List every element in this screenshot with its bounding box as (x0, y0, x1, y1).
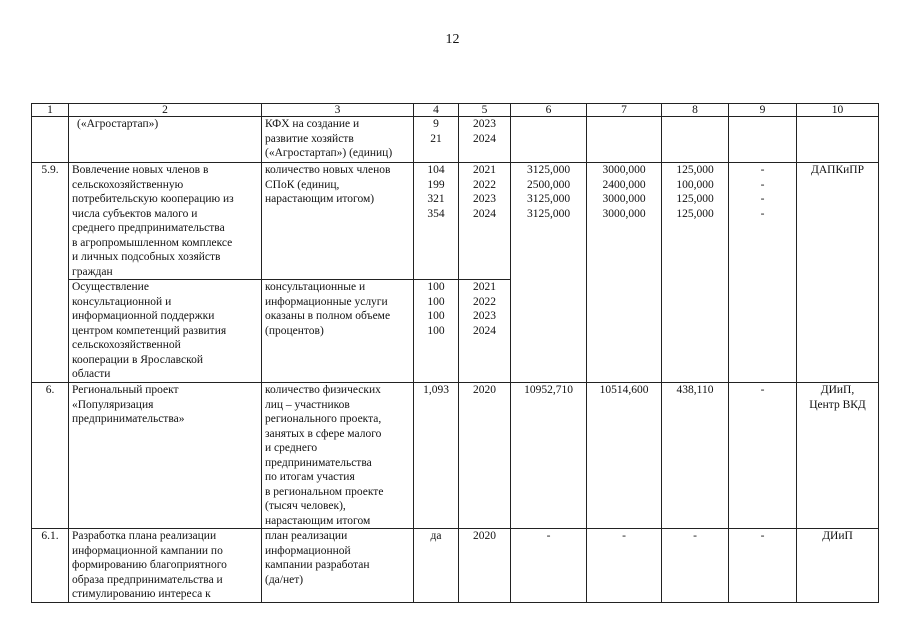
table-row (32, 529, 879, 603)
header-col-7: 7 (587, 104, 662, 117)
cell-fed: - (587, 529, 662, 603)
cell-event: Осуществление консультационной и информационной поддержки центром компетенций развития сельскохозяйственной кооперации в Ярославской области (69, 280, 262, 383)
cell-number (32, 117, 69, 163)
cell-fed: 3000,000 2400,000 3000,000 3000,000 (587, 163, 662, 383)
cell-indicator: консультационные и информационные услуги оказаны в полном объеме (процентов) (262, 280, 414, 383)
cell-indicator: количество физических лиц – участников регионального проекта, занятых в сфере малого и среднего предпринимательства по итогам участия в региональном проекте (тысяч человек), нарастающим итогом (262, 383, 414, 529)
cell-reg (662, 117, 729, 163)
cell-other: - (729, 529, 797, 603)
cell-other (729, 117, 797, 163)
header-row (32, 104, 879, 117)
cell-event: Региональный проект «Популяризация предпринимательства» (69, 383, 262, 529)
cell-total (511, 117, 587, 163)
page-number: 12 (445, 32, 460, 47)
cell-other: - - - - (729, 163, 797, 383)
cell-event: Вовлечение новых членов в сельскохозяйственную потребительскую кооперацию из числа субъектов малого и среднего предпринимательства в агропромышленном комплексе и личных подсобных хозяйств граждан (69, 163, 262, 280)
cell-total: 10952,710 (511, 383, 587, 529)
cell-fed (587, 117, 662, 163)
cell-value: 100 100 100 100 (414, 280, 459, 383)
cell-total: - (511, 529, 587, 603)
cell-year: 2023 2024 (459, 117, 511, 163)
cell-number: 6. (32, 383, 69, 529)
table-row (32, 163, 879, 280)
header-col-4: 4 (414, 104, 459, 117)
cell-year: 2021 2022 2023 2024 (459, 280, 511, 383)
program-table (31, 103, 879, 603)
cell-value: 9 21 (414, 117, 459, 163)
table-row (32, 117, 879, 163)
cell-event: («Агростартап») (69, 117, 262, 163)
cell-indicator: КФХ на создание и развитие хозяйств («Агростартап») (единиц) (262, 117, 414, 163)
cell-fed: 10514,600 (587, 383, 662, 529)
cell-reg: - (662, 529, 729, 603)
header-col-9: 9 (729, 104, 797, 117)
cell-total: 3125,000 2500,000 3125,000 3125,000 (511, 163, 587, 383)
cell-year: 2020 (459, 383, 511, 529)
cell-executor: ДИиП (797, 529, 879, 603)
header-col-6: 6 (511, 104, 587, 117)
header-col-3: 3 (262, 104, 414, 117)
cell-value: 104 199 321 354 (414, 163, 459, 280)
cell-executor: ДИиП, Центр ВКД (797, 383, 879, 529)
header-col-5: 5 (459, 104, 511, 117)
header-col-8: 8 (662, 104, 729, 117)
header-col-10: 10 (797, 104, 879, 117)
header-col-2: 2 (69, 104, 262, 117)
cell-reg: 438,110 (662, 383, 729, 529)
header-col-1: 1 (32, 104, 69, 117)
table-row (32, 383, 879, 529)
cell-value: да (414, 529, 459, 603)
cell-number: 5.9. (32, 163, 69, 383)
cell-reg: 125,000 100,000 125,000 125,000 (662, 163, 729, 383)
cell-value: 1,093 (414, 383, 459, 529)
cell-number: 6.1. (32, 529, 69, 603)
cell-event: Разработка плана реализации информационной кампании по формированию благоприятного образа предпринимательства и стимулированию интереса к (69, 529, 262, 603)
cell-executor: ДАПКиПР (797, 163, 879, 383)
cell-year: 2021 2022 2023 2024 (459, 163, 511, 280)
cell-executor (797, 117, 879, 163)
cell-year: 2020 (459, 529, 511, 603)
cell-indicator: план реализации информационной кампании разработан (да/нет) (262, 529, 414, 603)
cell-indicator: количество новых членов СПоК (единиц, нарастающим итогом) (262, 163, 414, 280)
cell-other: - (729, 383, 797, 529)
